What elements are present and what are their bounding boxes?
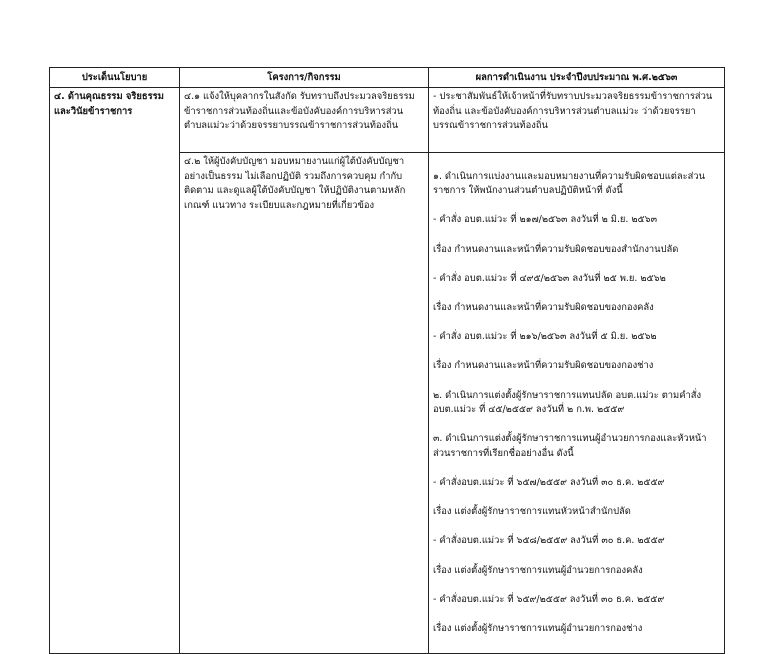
- result-line: ๓. ดำเนินการแต่งตั้งผู้รักษาราชการแทนผู้อำนวยการกองและหัวหน้าส่วนราชการที่เรียกชื่ออย่างอื่น ดังนี้: [433, 433, 707, 459]
- result-line: - คำสั่งอบต.แม่วะ ที่ ๖๕๙/๒๕๕๙ ลงวันที่ ๓๐ ธ.ค. ๒๕๕๙: [433, 593, 665, 605]
- header-project: โครงการ/กิจกรรม: [180, 68, 429, 88]
- result-line: - ประชาสัมพันธ์ให้เจ้าหน้าที่รับทราบประมวลจริยธรรมข้าราชการส่วนท้องถิ่น และข้อบังคับองค์การบริหารส่วนตำบลแม่วะ ว่าด้วยจรรยาบรรณข้าราชการส่วนท้องถิ่น: [433, 91, 713, 132]
- project-cell: ๔.๒ ให้ผู้บังคับบัญชา มอบหมายงานแก่ผู้ใต้บังคับบัญชา อย่างเป็นธรรม ไม่เลือกปฏิบัติ รวมถึงการควบคุม กำกับ ติดตาม และดูแลผู้ใต้บังคับบัญชา ให้ปฏิบัติงานตามหลักเกณฑ์ แนวทาง ระเบียบและกฎหมายที่เกี่ยวข้อง: [180, 153, 429, 654]
- result-line: - คำสั่ง อบต.แม่วะ ที่ ๒๑๖/๒๕๖๓ ลงวันที่ ๕ มิ.ย. ๒๕๖๒: [433, 331, 657, 343]
- result-line: เรื่อง กำหนดงานและหน้าที่ความรับผิดชอบของสำนักงานปลัด: [433, 243, 679, 255]
- result-line: ๒. ดำเนินการแต่งตั้งผู้รักษาราชการแทนปลัด อบต.แม่วะ ตามคำสั่ง อบต.แม่วะ ที่ ๔๕/๒๕๕๙ ลงวันที่ ๒ ก.พ. ๒๕๕๙: [433, 389, 702, 416]
- policy-table: [49, 67, 725, 654]
- result-line: - คำสั่งอบต.แม่วะ ที่ ๖๕๘/๒๕๕๙ ลงวันที่ ๓๐ ธ.ค. ๒๕๕๙: [433, 535, 665, 547]
- result-line: ๑. ดำเนินการแบ่งงานและมอบหมายงานที่ความรับผิดชอบแต่ละส่วนราชการ ให้พนักงานส่วนตำบลปฏิบัติหน้าที่ ดังนี้: [433, 170, 706, 197]
- result-cell: [429, 88, 725, 153]
- result-line: เรื่อง แต่งตั้งผู้รักษาราชการแทนผู้อำนวยการกองคลัง: [433, 564, 643, 576]
- result-cell: [429, 153, 725, 654]
- result-line: - คำสั่งอบต.แม่วะ ที่ ๖๕๗/๒๕๕๙ ลงวันที่ ๓๐ ธ.ค. ๒๕๕๙: [433, 477, 665, 489]
- result-line: เรื่อง แต่งตั้งผู้รักษาราชการแทนผู้อำนวยการกองช่าง: [433, 623, 643, 634]
- header-policy: ประเด็นนโยบาย: [50, 68, 180, 88]
- result-line: - คำสั่ง อบต.แม่วะ ที่ ๔๙๕/๒๕๖๓ ลงวันที่ ๒๕ พ.ย. ๒๕๖๒: [433, 272, 666, 284]
- table-header-row: [50, 68, 725, 88]
- project-cell: ๔.๑ แจ้งให้บุคลากรในสังกัด รับทราบถึงประมวลจริยธรรมข้าราชการส่วนท้องถิ่นและข้อบังคับองค์การบริหารส่วนตำบลแม่วะว่าด้วยจรรยาบรรณข้าราชการส่วนท้องถิ่น: [180, 88, 429, 153]
- result-line: เรื่อง แต่งตั้งผู้รักษาราชการแทนหัวหน้าสำนักปลัด: [433, 506, 631, 518]
- policy-cell: ๔. ด้านคุณธรรม จริยธรรม และวินัยข้าราชการ: [50, 88, 180, 654]
- header-result: ผลการดำเนินงาน ประจำปีงบประมาณ พ.ศ.๒๕๖๓: [429, 68, 725, 88]
- result-line: - คำสั่ง อบต.แม่วะ ที่ ๒๑๗/๒๕๖๓ ลงวันที่ ๒ มิ.ย. ๒๕๖๓: [433, 214, 658, 226]
- result-line: เรื่อง กำหนดงานและหน้าที่ความรับผิดชอบของกองช่าง: [433, 360, 654, 372]
- table-row: [50, 88, 725, 153]
- result-line: เรื่อง กำหนดงานและหน้าที่ความรับผิดชอบของกองคลัง: [433, 301, 654, 313]
